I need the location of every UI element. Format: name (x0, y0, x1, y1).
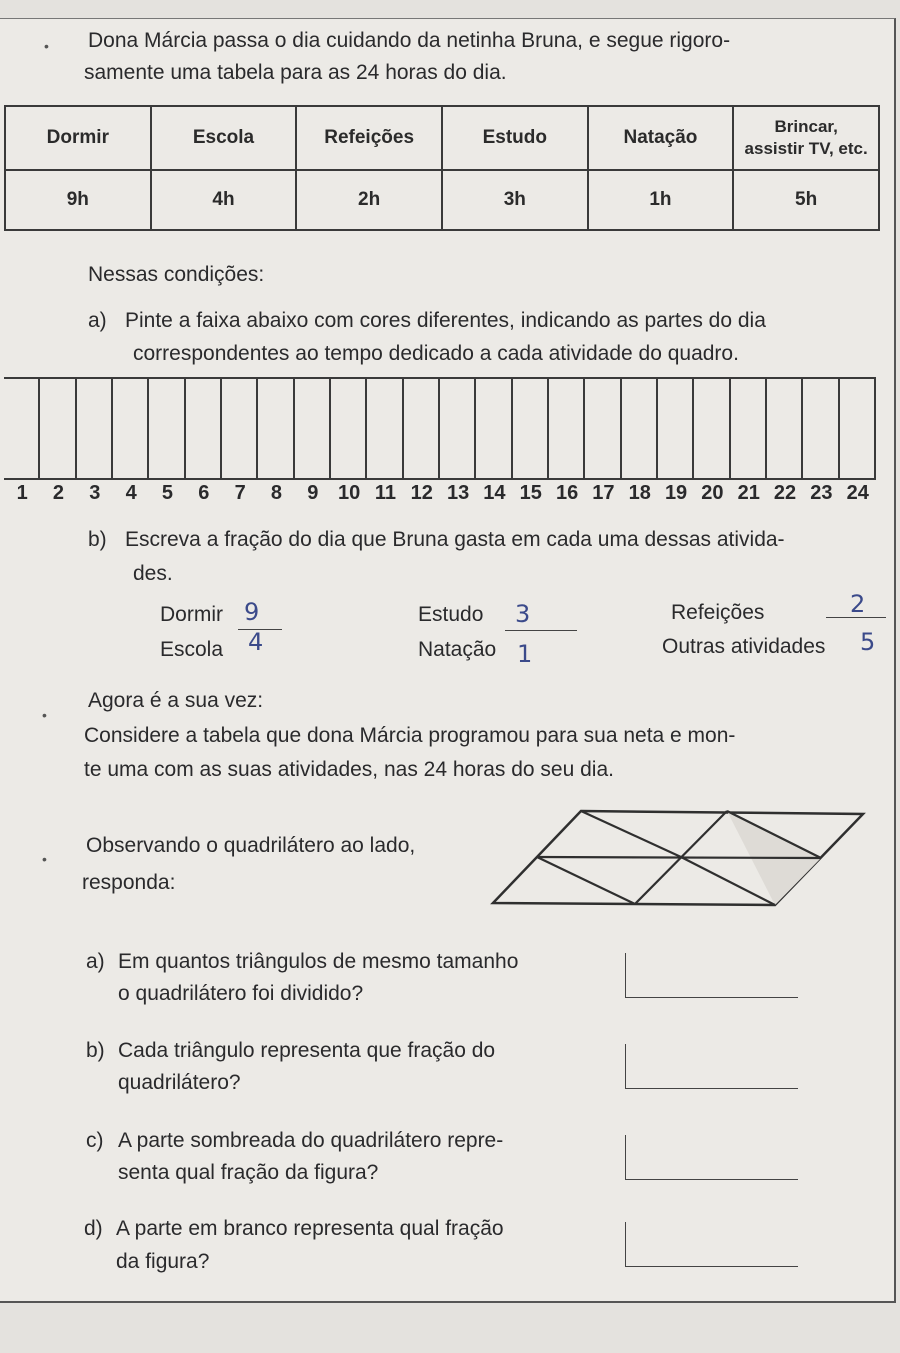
hour-cell[interactable] (803, 379, 839, 478)
hour-cell[interactable] (840, 379, 874, 478)
hour-cell[interactable] (622, 379, 658, 478)
header-brincar-line2: assistir TV, etc. (744, 139, 868, 158)
header-dormir: Dormir (5, 106, 151, 170)
hour-number: 17 (592, 482, 615, 504)
question-a-line-1: Pinte a faixa abaixo com cores diferentes, indicando as partes do dia (125, 309, 766, 332)
hour-cell[interactable] (186, 379, 222, 478)
answer-outras[interactable]: 5 (860, 628, 876, 656)
hour-number: 9 (307, 482, 319, 504)
answer-natacao[interactable]: 1 (517, 640, 533, 668)
hour-cell[interactable] (476, 379, 512, 478)
quad-line-2: responda: (82, 871, 176, 894)
header-natacao: Natação (588, 106, 734, 170)
your-turn-line-1: Considere a tabela que dona Márcia programou para sua neta e mon- (84, 724, 736, 747)
quad-line-1: Observando o quadrilátero ao lado, (86, 834, 416, 857)
value-refeicoes: 2h (296, 170, 442, 230)
hour-cell[interactable] (222, 379, 258, 478)
conditions-text: Nessas condições: (88, 263, 265, 286)
hour-cell[interactable] (513, 379, 549, 478)
hour-cell[interactable] (731, 379, 767, 478)
quad-question-d-label: d) (84, 1217, 103, 1240)
label-refeicoes: Refeições (671, 601, 765, 624)
quad-question-a-line-2: o quadrilátero foi dividido? (118, 982, 364, 1005)
answer-box-b[interactable] (625, 1044, 798, 1089)
hour-number: 4 (125, 482, 137, 504)
hour-cell[interactable] (258, 379, 294, 478)
answer-dormir[interactable]: 9 (244, 598, 260, 626)
quad-question-c-line-1: A parte sombreada do quadrilátero repre- (118, 1129, 504, 1152)
intro-line-1: Dona Márcia passa o dia cuidando da netinha Bruna, e segue rigoro- (88, 29, 731, 52)
hour-cell[interactable] (77, 379, 113, 478)
hour-number: 24 (846, 482, 869, 504)
answer-box-c[interactable] (625, 1135, 798, 1180)
hour-cell[interactable] (658, 379, 694, 478)
question-b-line-2: des. (133, 562, 173, 585)
quad-question-b-label: b) (86, 1039, 105, 1062)
question-a-label: a) (88, 309, 107, 332)
hour-cell[interactable] (440, 379, 476, 478)
hour-number: 19 (664, 482, 688, 504)
quad-question-a-line-1: Em quantos triângulos de mesmo tamanho (118, 950, 519, 973)
hour-number: 18 (628, 482, 651, 504)
answer-box-d[interactable] (625, 1222, 798, 1267)
value-brincar: 5h (733, 170, 879, 230)
hour-cell[interactable] (404, 379, 440, 478)
bullet-dot: • (44, 38, 49, 54)
hour-cell[interactable] (767, 379, 803, 478)
hour-cell[interactable] (331, 379, 367, 478)
hour-cell[interactable] (549, 379, 585, 478)
quad-question-a-label: a) (86, 950, 105, 973)
hour-number: 7 (234, 482, 246, 504)
value-estudo: 3h (442, 170, 588, 230)
header-estudo: Estudo (442, 106, 588, 170)
hour-cell[interactable] (4, 379, 40, 478)
hour-number: 3 (89, 482, 101, 504)
hour-number: 1 (16, 482, 28, 504)
question-a-line-2: correspondentes ao tempo dedicado a cada atividade do quadro. (133, 342, 739, 365)
quad-question-d-line-2: da figura? (116, 1250, 210, 1273)
hour-cell[interactable] (694, 379, 730, 478)
header-escola: Escola (151, 106, 297, 170)
quad-question-d-line-1: A parte em branco representa qual fração (116, 1217, 504, 1240)
value-dormir: 9h (5, 170, 151, 230)
answer-line (826, 617, 886, 618)
answer-estudo[interactable]: 3 (515, 600, 531, 628)
hour-cell[interactable] (113, 379, 149, 478)
answer-box-a[interactable] (625, 953, 798, 998)
activity-table (4, 105, 880, 231)
hour-number: 13 (446, 482, 470, 504)
hour-number: 22 (773, 482, 797, 504)
header-refeicoes: Refeições (296, 106, 442, 170)
answer-line (505, 630, 577, 631)
intro-line-2: samente uma tabela para as 24 horas do dia. (84, 61, 507, 84)
header-brincar (733, 106, 879, 170)
hour-number: 2 (52, 482, 65, 504)
hour-number: 20 (701, 482, 724, 504)
hour-number: 11 (374, 482, 397, 504)
header-brincar-line1: Brincar, (774, 117, 838, 136)
your-turn-line-2: te uma com as suas atividades, nas 24 horas do seu dia. (84, 758, 614, 781)
label-outras: Outras atividades (662, 635, 826, 658)
hour-number: 14 (483, 482, 506, 504)
value-escola: 4h (151, 170, 297, 230)
quad-question-c-line-2: senta qual fração da figura? (118, 1161, 379, 1184)
hour-cell[interactable] (40, 379, 76, 478)
quad-question-c-label: c) (86, 1129, 104, 1152)
hour-number: 23 (810, 482, 833, 504)
hour-cell[interactable] (295, 379, 331, 478)
hour-number: 6 (198, 482, 210, 504)
hour-numbers (4, 482, 876, 505)
hour-number: 16 (555, 482, 579, 504)
bullet-dot: • (42, 851, 47, 867)
quad-question-b-line-2: quadrilátero? (118, 1071, 241, 1094)
hour-strip[interactable] (4, 377, 876, 480)
hour-number: 8 (270, 482, 283, 504)
hour-cell[interactable] (585, 379, 621, 478)
quadrilateral-figure (485, 805, 870, 910)
answer-refeicoes[interactable]: 2 (850, 590, 866, 618)
bullet-dot: • (42, 707, 47, 723)
label-natacao: Natação (418, 638, 497, 661)
hour-number: 15 (519, 482, 542, 504)
hour-cell[interactable] (149, 379, 185, 478)
hour-number: 21 (737, 482, 760, 504)
hour-number: 12 (410, 482, 433, 504)
label-estudo: Estudo (418, 603, 484, 626)
quad-question-b-line-1: Cada triângulo representa que fração do (118, 1039, 496, 1062)
value-natacao: 1h (588, 170, 734, 230)
your-turn-title: Agora é a sua vez: (88, 689, 264, 712)
hour-number: 5 (161, 482, 174, 504)
label-escola: Escola (160, 638, 224, 661)
answer-escola[interactable]: 4 (248, 628, 264, 656)
label-dormir: Dormir (160, 603, 223, 626)
question-b-label: b) (88, 528, 107, 551)
hour-cell[interactable] (367, 379, 403, 478)
question-b-line-1: Escreva a fração do dia que Bruna gasta em cada uma dessas ativida- (125, 528, 785, 551)
hour-number: 10 (337, 482, 361, 504)
